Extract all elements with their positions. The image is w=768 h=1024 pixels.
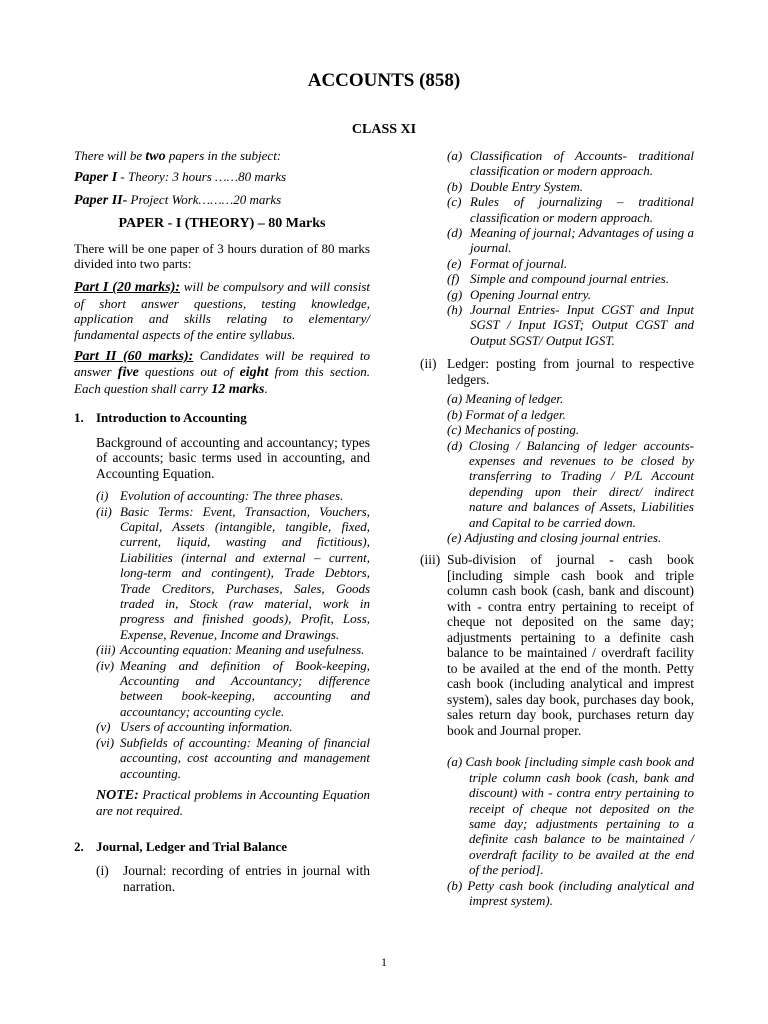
note: NOTE: Practical problems in Accounting Equation are not required. bbox=[96, 786, 370, 819]
list-item: (ii) Basic Terms: Event, Transaction, Vouchers, Capital, Assets (intangible, tangible, fixed, current, liquid, wasting and fictitious), Liabilities (internal and external – current, long-term and contingent), Trade Debtors, Trade Creditors, Purchases, Sales, Goods traded in, Stock (raw material, work in progress and finished goods), Profit, Loss, Expense, Revenue, Income and Drawings. bbox=[96, 503, 370, 642]
list-item: (b) Petty cash book (including analytical and imprest system). bbox=[447, 877, 694, 908]
list-item: (e) Format of journal. bbox=[447, 255, 568, 271]
intro-line: There will be two papers in the subject: bbox=[74, 148, 282, 164]
class-heading: CLASS XI bbox=[351, 122, 417, 137]
document-title: ACCOUNTS (858) bbox=[307, 70, 461, 91]
list-item: (c) Rules of journalizing – traditional classification or modern approach. bbox=[447, 194, 694, 225]
section-1-heading: 1. Introduction to Accounting bbox=[74, 410, 247, 426]
list-item: (d) Meaning of journal; Advantages of using a journal. bbox=[447, 225, 694, 256]
list-item: (c) Mechanics of posting. bbox=[447, 422, 580, 438]
list-item: (iv) Meaning and definition of Book-keeping, Accounting and Accountancy; difference between book-keeping, accounting and accountancy; accounting cycle. bbox=[96, 657, 370, 719]
paper-heading: PAPER - I (THEORY) – 80 Marks bbox=[118, 216, 326, 232]
list-item: (e) Adjusting and closing journal entries. bbox=[447, 529, 662, 545]
list-item: (a) Cash book [including simple cash book and triple column cash book (cash, bank and discount) with - contra entry pertaining to receipt of cheque not deposited on the same day; adjustments pertaining to a definite cash balance to be maintained / overdraft facility to be availed at the end of the period]. bbox=[447, 754, 694, 878]
part1-text: Part I (20 marks): will be compulsory and will consist of short answer questions, testing knowledge, application and skills relating to elementary/ fundamental aspects of the entire syllabus. bbox=[74, 279, 370, 342]
right-column bbox=[420, 148, 694, 908]
list-item: (h) Journal Entries- Input CGST and Input SGST / Input IGST; Output CGST and Output SGST/ Output IGST. bbox=[447, 302, 694, 348]
cashbook-list bbox=[420, 754, 694, 908]
left-column bbox=[74, 148, 370, 894]
list-item: (f) Simple and compound journal entries. bbox=[447, 271, 669, 287]
list-item: (a) Classification of Accounts- traditional classification or modern approach. bbox=[447, 148, 694, 179]
ledger-list bbox=[420, 391, 694, 545]
list-item: (a) Meaning of ledger. bbox=[447, 391, 564, 407]
duration-text: There will be one paper of 3 hours duration of 80 marks divided into two parts: bbox=[74, 240, 370, 272]
section-1-list bbox=[74, 488, 370, 781]
page-number: 1 bbox=[381, 955, 387, 969]
section-1-description: Background of accounting and accountancy; types of accounts; basic terms used in accounting, and Accounting Equation. bbox=[96, 434, 370, 481]
journal-heading: (i) Journal: recording of entries in journal with narration. bbox=[96, 863, 370, 894]
list-item: (iii) Accounting equation: Meaning and usefulness. bbox=[96, 642, 365, 658]
list-item: (i) Evolution of accounting: The three phases. bbox=[96, 488, 344, 504]
section-2-heading: 2. Journal, Ledger and Trial Balance bbox=[74, 838, 288, 854]
list-item: (vi) Subfields of accounting: Meaning of financial accounting, cost accounting and management accounting. bbox=[96, 734, 370, 781]
paper2-line: Paper II- Project Work………20 marks bbox=[74, 191, 282, 208]
list-item: (b) Format of a ledger. bbox=[447, 406, 566, 422]
paper1-line: Paper I - Theory: 3 hours ……80 marks bbox=[74, 169, 287, 186]
part2-text: Part II (60 marks): Candidates will be required to answer five questions out of eight from this section. Each question shall carry 12 marks. bbox=[74, 348, 371, 397]
list-item: (v) Users of accounting information. bbox=[96, 719, 293, 735]
list-item: (g) Opening Journal entry. bbox=[447, 286, 591, 302]
ledger-heading: (ii) Ledger: posting from journal to respective ledgers. bbox=[420, 356, 694, 387]
journal-list bbox=[447, 148, 694, 348]
list-item: (d) Closing / Balancing of ledger accounts- expenses and revenues to be closed by transferring to Trading / P/L Account depending upon their direct/ indirect nature and balances of Assets, Liabilities and Capital to be carried down. bbox=[447, 437, 694, 530]
list-item: (b) Double Entry System. bbox=[447, 178, 584, 194]
cashbook-heading: (iii) Sub-division of journal - cash book [including simple cash book and triple column cash book (cash, bank and discount) with - contra entry pertaining to receipt of cheque not deposited on the same day; adjustments pertaining to a definite cash balance to be maintained / overdraft facility to be availed at the end of the month. Petty cash book (including analytical and imprest system), sales day book, purchases day book, sales return day book, purchases return day book and Journal proper. bbox=[420, 552, 694, 738]
